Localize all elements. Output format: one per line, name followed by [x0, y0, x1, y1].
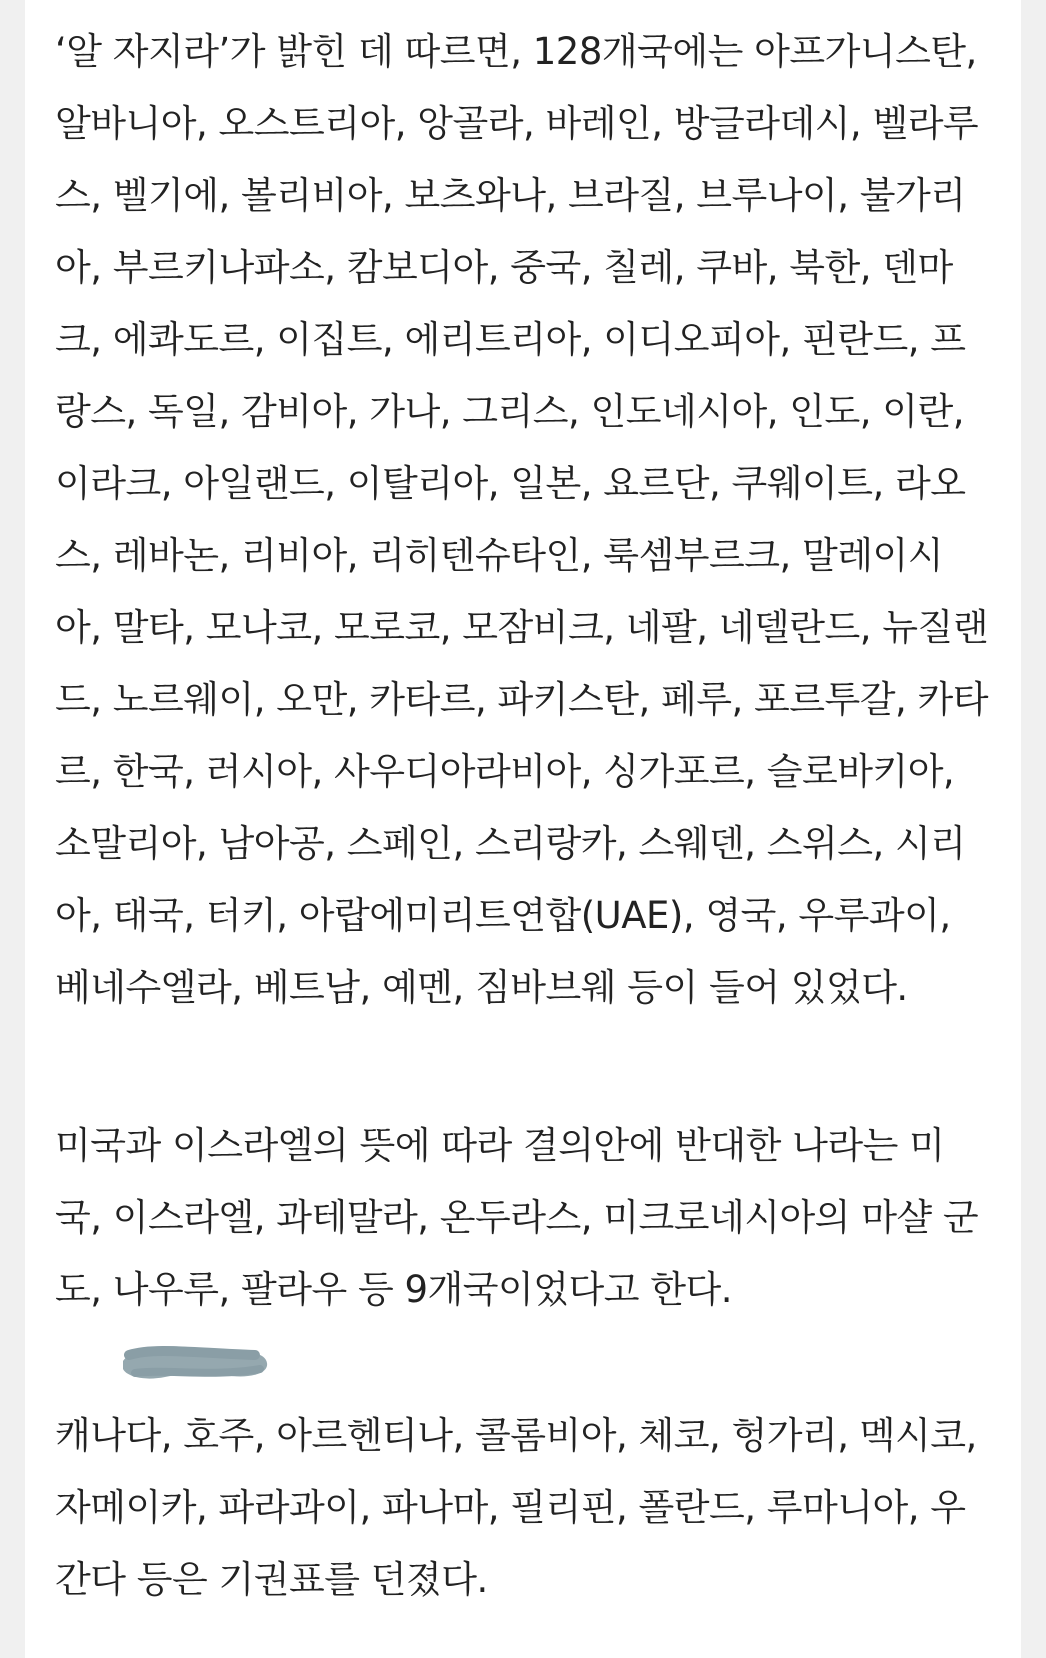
text-line: ‘알 자지라’가 밝힌 데 따르면, 128개국에는 아프가니스탄,	[55, 30, 977, 73]
text-line: 도, 나우루, 팔라우 등 9개국이었다고 한다.	[55, 1268, 733, 1311]
text-line: 국, 이스라엘, 과테말라, 온두라스, 미크로네시아의 마샬 군	[55, 1196, 979, 1239]
text-line: 베네수엘라, 베트남, 예멘, 짐바브웨 등이 들어 있었다.	[55, 966, 908, 1009]
redaction-scribble	[115, 1335, 270, 1395]
text-line: 랑스, 독일, 감비아, 가나, 그리스, 인도네시아, 인도, 이란,	[55, 390, 964, 433]
article-page	[25, 0, 1021, 1658]
text-line: 스, 레바논, 리비아, 리히텐슈타인, 룩셈부르크, 말레이시	[55, 534, 943, 577]
text-line: 아, 부르키나파소, 캄보디아, 중국, 칠레, 쿠바, 북한, 덴마	[55, 246, 953, 289]
text-line: 크, 에콰도르, 이집트, 에리트리아, 이디오피아, 핀란드, 프	[55, 318, 966, 361]
text-line: 미국과 이스라엘의 뜻에 따라 결의안에 반대한 나라는 미	[55, 1124, 945, 1167]
text-line: 캐나다, 호주, 아르헨티나, 콜롬비아, 체코, 헝가리, 멕시코,	[55, 1414, 977, 1457]
text-line: 드, 노르웨이, 오만, 카타르, 파키스탄, 페루, 포르투갈, 카타	[55, 678, 988, 721]
text-line: 알바니아, 오스트리아, 앙골라, 바레인, 방글라데시, 벨라루	[55, 102, 979, 145]
paragraph-abstained	[55, 1400, 977, 1616]
text-line: 르, 한국, 러시아, 사우디아라비아, 싱가포르, 슬로바키아,	[55, 750, 955, 793]
text-line: 간다 등은 기권표를 던졌다.	[55, 1558, 488, 1601]
text-line: 아, 말타, 모나코, 모로코, 모잠비크, 네팔, 네델란드, 뉴질랜	[55, 606, 988, 649]
text-line: 아, 태국, 터키, 아랍에미리트연합(UAE), 영국, 우루과이,	[55, 894, 951, 937]
text-line: 스, 벨기에, 볼리비아, 보츠와나, 브라질, 브루나이, 불가리	[55, 174, 966, 217]
text-line: 이라크, 아일랜드, 이탈리아, 일본, 요르단, 쿠웨이트, 라오	[55, 462, 966, 505]
paragraph-opposed	[55, 1110, 978, 1326]
paragraph-abstain-list	[55, 16, 988, 1024]
text-line: 자메이카, 파라과이, 파나마, 필리핀, 폴란드, 루마니아, 우	[55, 1486, 966, 1529]
text-line: 소말리아, 남아공, 스페인, 스리랑카, 스웨덴, 스위스, 시리	[55, 822, 966, 865]
